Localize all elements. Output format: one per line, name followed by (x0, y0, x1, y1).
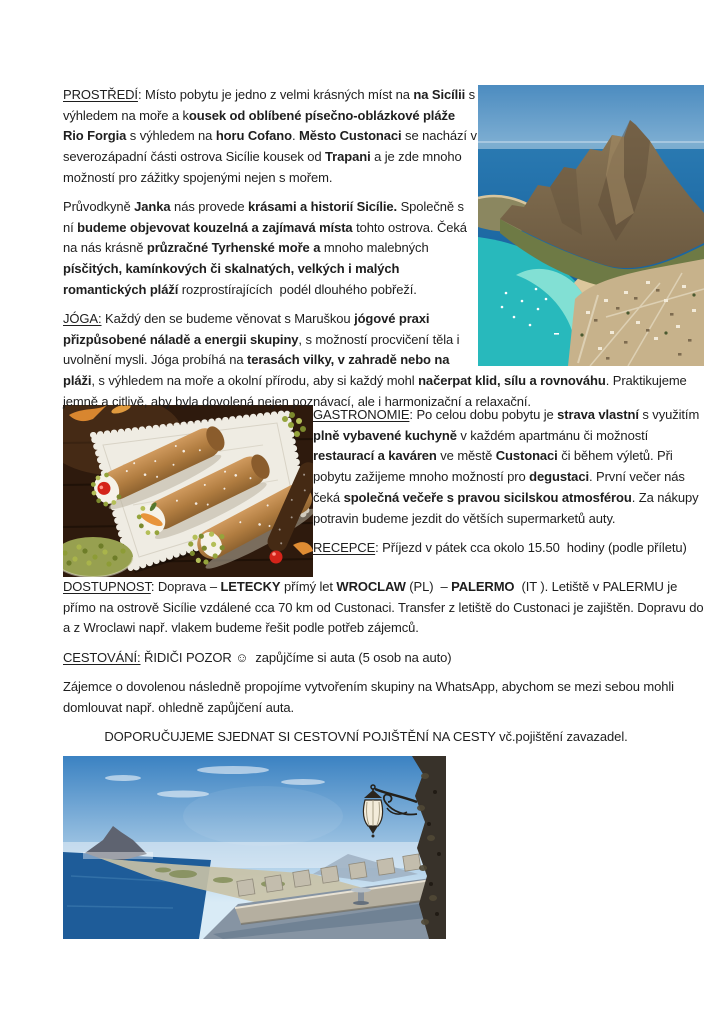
text-run: WROCLAW (336, 579, 406, 595)
text-run: : Doprava – (150, 579, 221, 595)
text-run: restaurací a kaváren (313, 448, 437, 464)
text-run: společná večeře s pravou sicilskou atmosférou (343, 489, 632, 505)
document-content (63, 85, 707, 939)
text-run: mnoho malebných (320, 240, 436, 256)
photo-cannoli (63, 405, 313, 577)
text-run: ousek od oblíbené písečno-oblázkové pláže Rio Forgia (63, 107, 459, 144)
cherry (270, 551, 283, 564)
text-run: a je zde mnoho možností pro zážitky spojenými nejen s mořem. (63, 149, 466, 185)
text-run: načerpat klid, sílu a rovnováhu (418, 373, 606, 389)
text-run: . (292, 128, 300, 144)
text-run: přímý let (280, 579, 337, 595)
paragraph-whatsapp (63, 677, 704, 718)
text-run: GASTRONOMIE (313, 407, 410, 423)
paragraph-cestovani (63, 648, 704, 669)
text-run: . Za nákupy potravin budeme jezdit do větších supermarketů auty. (313, 489, 703, 526)
text-run: . První večer nás čeká (313, 469, 689, 505)
text-run: ve městě (436, 448, 496, 464)
cannoli-illustration (63, 405, 313, 577)
text-run: degustaci (529, 469, 589, 485)
text-run: s využitím (638, 407, 703, 423)
text-run: budeme objevovat kouzelná a zajímavá místa (77, 219, 353, 235)
text-run: : Příjezd v pátek cca okolo 15.50 hodiny (podle příletu) (375, 539, 687, 555)
text-run: rozprostírajících podél dlouhého pobřeží. (178, 281, 417, 297)
text-run: , s výhledem na moře a okolní přírodu, aby si každý mohl (91, 373, 419, 389)
text-run: průzračné Tyrhenské moře a (146, 240, 321, 256)
text-run: plně vybavené kuchyně (313, 427, 457, 443)
photo-monte-cofano (478, 85, 704, 366)
text-run: Společně s ní (63, 199, 468, 235)
text-run: Custonaci (495, 448, 558, 464)
text-run: . Praktikujeme jemně a citlivě, aby byla dovolená nejen poznávací, ale i harmonizační a relaxační. (63, 373, 691, 409)
text-run: s výhledem na moře a k (63, 87, 479, 123)
text-run: (IT ). Letiště v PALERMU je přímo na ostrově Sicílie vzdálené cca 70 km od Custonaci. Transfer z letiště do Custonaci je zajištěn. Dopravu do a z Wroclawi např. vlakem budeme řešit podle potřeb zájemců. (63, 579, 707, 636)
text-run: DOSTUPNOST (63, 579, 151, 595)
text-run: na Sicílii (413, 87, 466, 102)
text-run: RECEPCE (313, 539, 376, 555)
text-run: krásami a historií Sicílie. (248, 199, 398, 215)
text-run: Každý den se budeme věnovat s Maruškou (101, 311, 355, 327)
text-run: v každém apartmánu či možností (456, 427, 652, 443)
text-run: JÓGA: (63, 311, 102, 327)
text-run: CESTOVÁNÍ: (63, 649, 141, 665)
text-run: písčitých, kamínkových či skalnatých, velkých i malých romantických pláží (63, 261, 403, 297)
text-run: se nachází v severozápadní části ostrova Sicílie kousek od (63, 128, 481, 165)
text-run: LETECKY (220, 579, 281, 595)
text-run: : Po celou dobu pobytu je (409, 407, 558, 423)
text-run: Průvodkyně (63, 199, 135, 215)
text-run: DOPORUČUJEME SJEDNAT SI CESTOVNÍ POJIŠTĚNÍ NA CESTY vč.pojištění zavazadel. (104, 728, 628, 744)
text-run: terasách vilky, v zahradě nebo na pláži (63, 352, 453, 389)
text-run: : Místo pobytu je jedno z velmi krásných míst na (137, 87, 414, 102)
text-run: ☺ (235, 649, 249, 665)
text-run: Město Custonaci (299, 128, 402, 144)
photo-erice-view (63, 756, 446, 939)
text-run: PALERMO (451, 579, 515, 595)
text-run: Trapani (325, 149, 371, 165)
text-run: PROSTŘEDÍ (63, 87, 138, 102)
text-run: zapůjčíme si auta (5 osob na auto) (248, 649, 452, 665)
text-run: strava vlastní (557, 407, 639, 423)
monte-cofano-illustration (478, 85, 704, 366)
section-prostredi-joga (63, 85, 704, 413)
text-run: Zájemce o dovolenou následně propojíme vytvořením skupiny na WhatsApp, abychom se mezi sebou mohli domlouvat např. ohledně zapůjčení auta. (63, 678, 678, 715)
erice-view-illustration (63, 756, 446, 939)
paragraph-dostupnost (63, 577, 707, 639)
text-run: , s možností procvičení těla i uvolnění mysli. Jóga probíhá na (63, 331, 463, 368)
text-run: s výhledem na (126, 128, 216, 144)
text-run: horu Cofano (215, 128, 292, 144)
text-run: ŘIDIČI POZOR (140, 649, 236, 665)
text-run: tohto ostrova. Čeká na nás krásně (63, 219, 471, 256)
text-run: jógové praxi přizpůsobené náladě a energii skupiny (63, 311, 433, 347)
text-run: či během výletů. Při pobytu zažijeme mnoho možností pro (313, 448, 677, 485)
text-run: nás provede (170, 199, 249, 215)
text-run: (PL) – (405, 579, 452, 595)
paragraph-doporuceni (63, 727, 704, 748)
text-run: Janka (134, 199, 171, 215)
section-gastronomie-recepce (63, 405, 704, 558)
